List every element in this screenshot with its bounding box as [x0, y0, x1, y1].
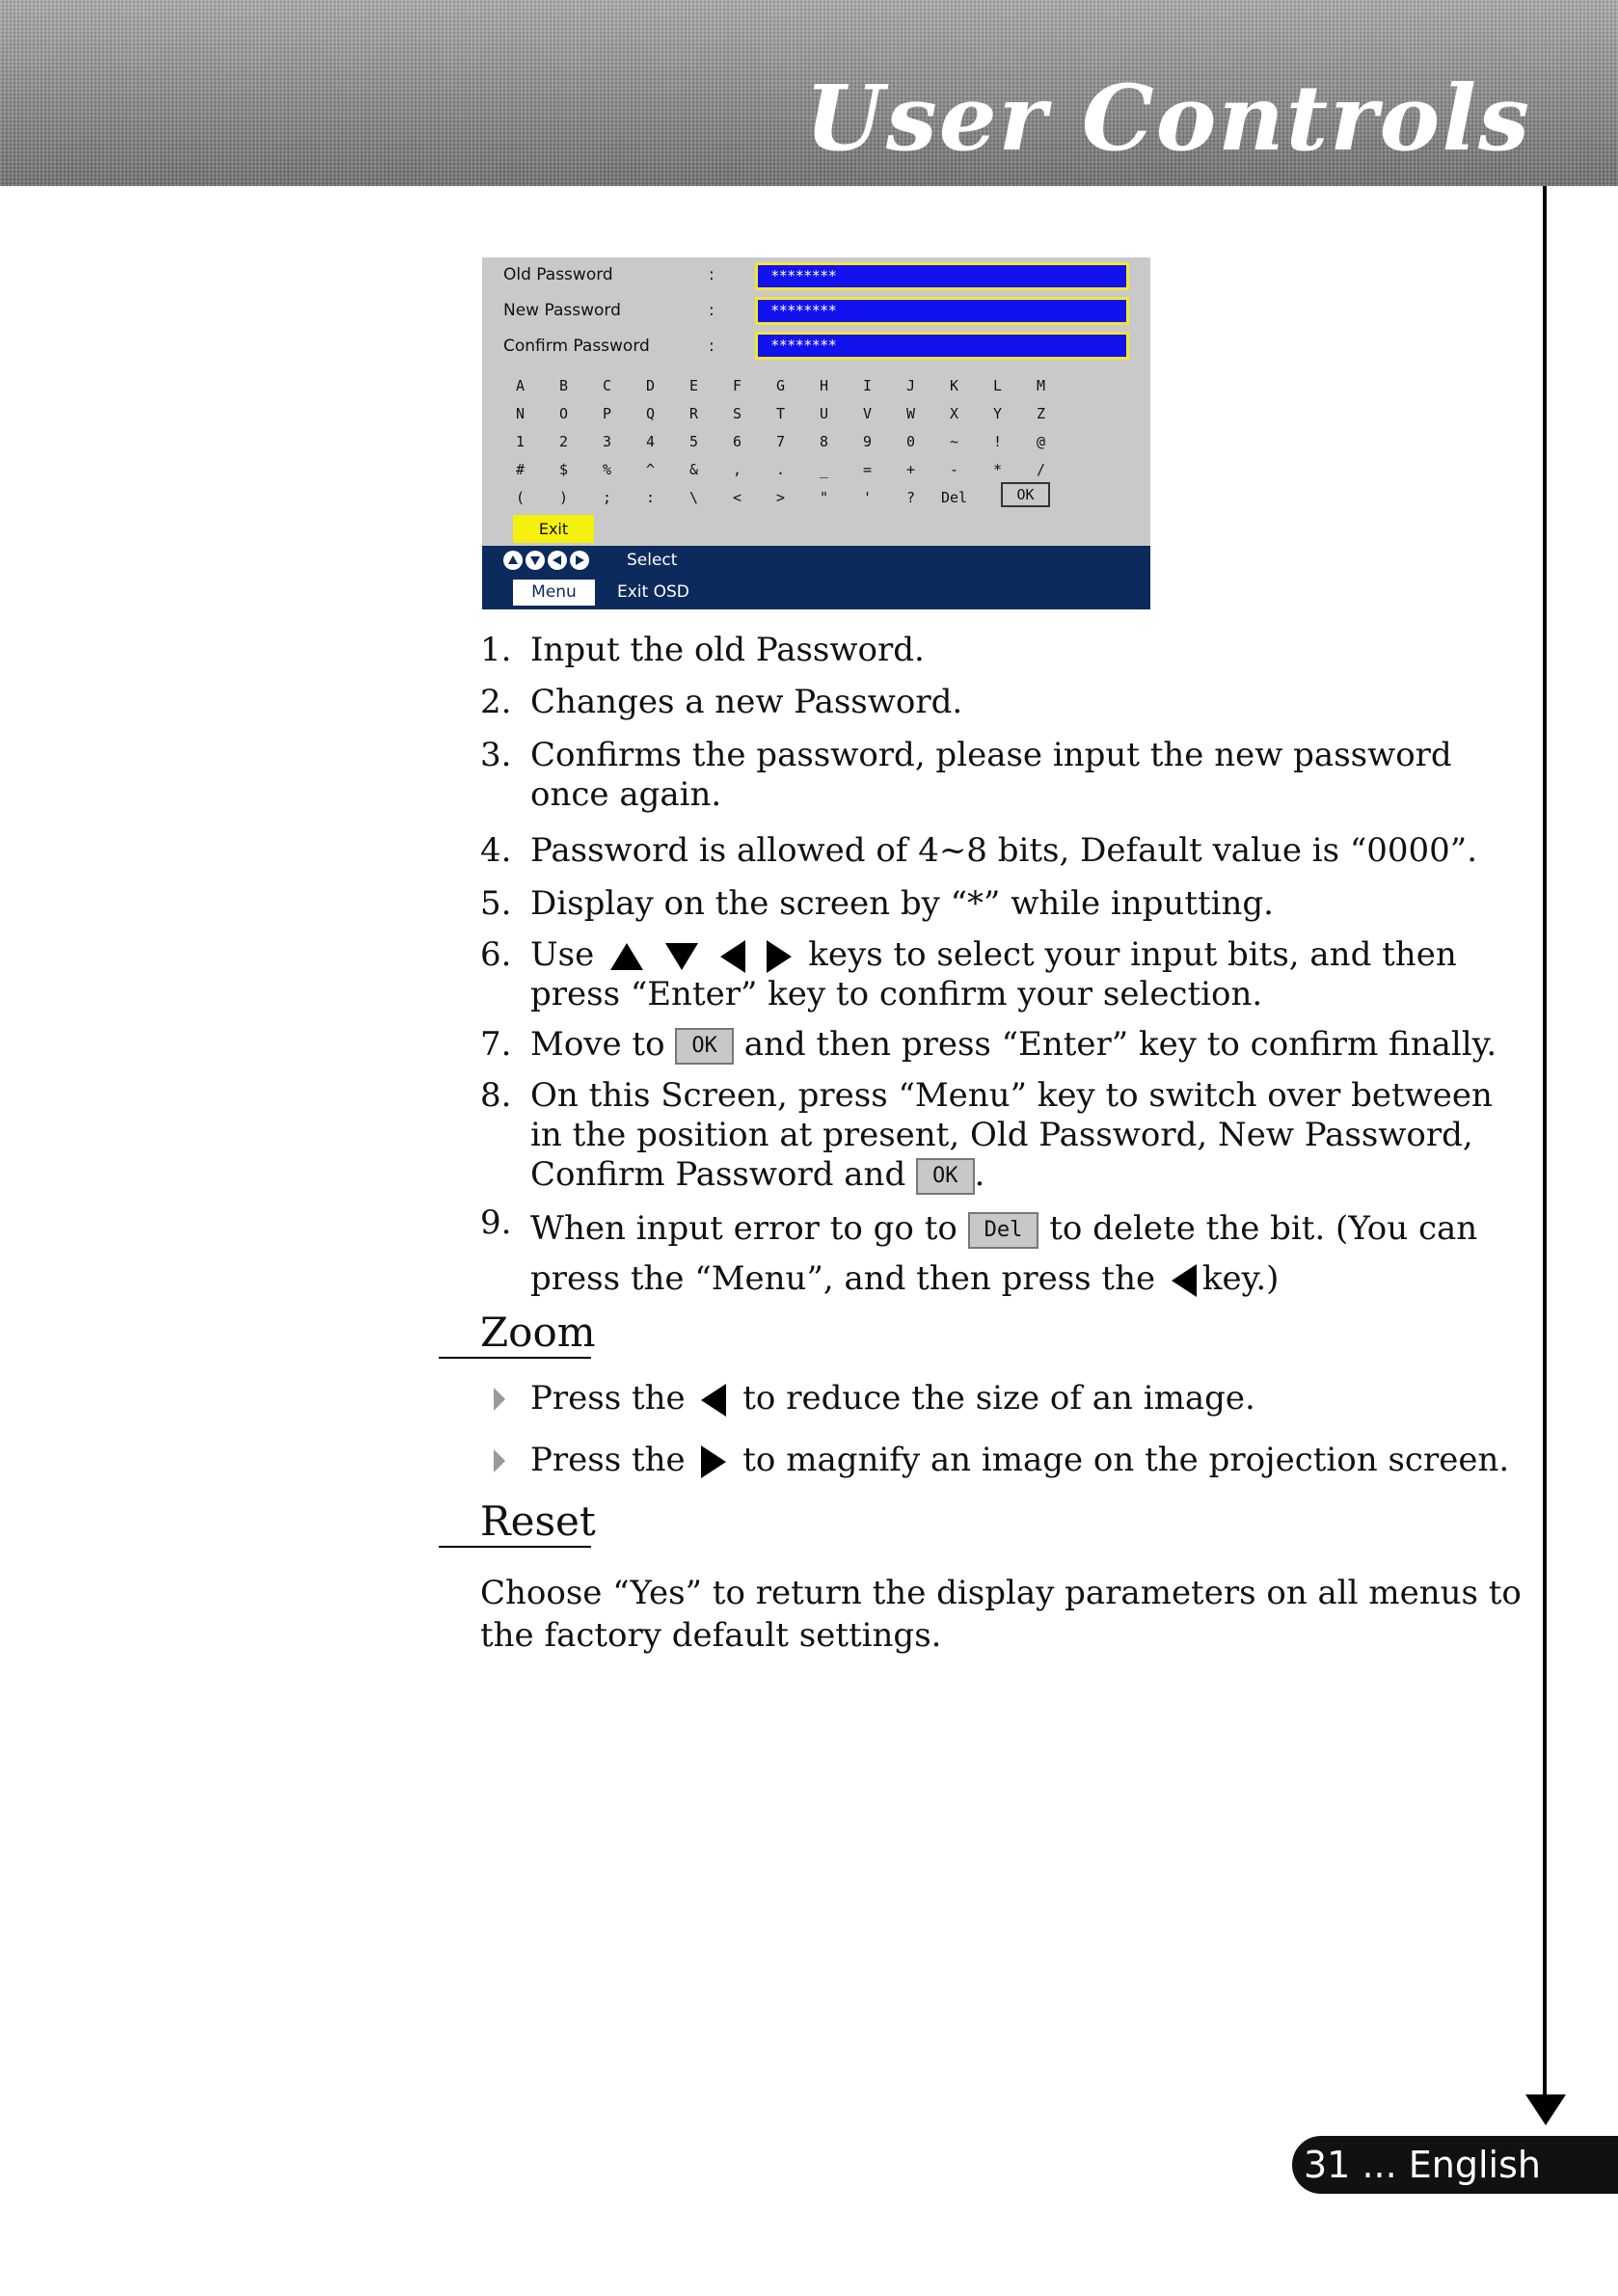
section-rule — [439, 1357, 591, 1359]
keyboard-key[interactable]: . — [775, 461, 786, 478]
keyboard-key[interactable]: K — [949, 377, 959, 394]
keyboard-key[interactable]: I — [862, 377, 873, 394]
keyboard-key[interactable]: + — [905, 461, 916, 478]
confirm-password-field[interactable]: ******** — [755, 332, 1129, 360]
password-osd — [482, 257, 1150, 609]
item-number: 8. — [480, 1076, 512, 1115]
page-header — [0, 0, 1618, 186]
keyboard-key[interactable]: 7 — [775, 433, 786, 450]
keyboard-key[interactable]: 2 — [558, 433, 569, 450]
keyboard-key[interactable]: > — [775, 489, 786, 506]
item-text: to delete the bit. (You can press the “Menu”, and then press the — [530, 1209, 1478, 1298]
keyboard-key[interactable]: 9 — [862, 433, 873, 450]
keyboard-key[interactable]: $ — [558, 461, 569, 478]
keyboard-key[interactable]: L — [992, 377, 1003, 394]
keyboard-key[interactable]: @ — [1036, 433, 1046, 450]
keyboard-key[interactable]: M — [1036, 377, 1046, 394]
keyboard-key[interactable]: X — [949, 405, 959, 422]
item-text: When input error to go to — [530, 1209, 957, 1248]
keyboard-key[interactable]: W — [905, 405, 916, 422]
keyboard-key[interactable]: ! — [992, 433, 1003, 450]
left-arrow-icon — [720, 940, 745, 973]
keyboard-key[interactable]: P — [602, 405, 612, 422]
reset-heading: Reset — [480, 1498, 596, 1545]
select-hint: Select — [627, 551, 678, 570]
left-arrow-icon — [1172, 1264, 1197, 1297]
up-arrow-icon — [503, 551, 523, 570]
keyboard-key[interactable]: B — [558, 377, 569, 394]
keyboard-key[interactable]: 0 — [905, 433, 916, 450]
colon: : — [709, 265, 715, 284]
bullet-icon — [494, 1449, 505, 1472]
keyboard-key[interactable]: % — [602, 461, 612, 478]
keyboard-key[interactable]: < — [732, 489, 742, 506]
confirm-password-label: Confirm Password — [503, 337, 650, 356]
left-arrow-icon — [548, 551, 567, 570]
keyboard-key[interactable]: V — [862, 405, 873, 422]
osd-help-bar — [482, 546, 1150, 609]
menu-key[interactable]: Menu — [513, 580, 595, 606]
keyboard-key[interactable]: E — [688, 377, 699, 394]
down-arrow-icon — [526, 551, 545, 570]
keyboard-key[interactable]: ' — [862, 489, 873, 506]
right-arrow-icon — [570, 551, 589, 570]
item-text: key.) — [1201, 1259, 1280, 1298]
item-text: to reduce the size of an image. — [742, 1379, 1255, 1418]
keyboard-key[interactable]: J — [905, 377, 916, 394]
keyboard-key[interactable]: 1 — [515, 433, 526, 450]
keyboard-key[interactable]: ) — [558, 489, 569, 506]
keyboard-key[interactable]: * — [992, 461, 1003, 478]
item-text: Press the — [530, 1441, 686, 1479]
keyboard-key[interactable]: T — [775, 405, 786, 422]
down-arrow-icon — [1525, 2094, 1566, 2125]
keyboard-key[interactable]: 3 — [602, 433, 612, 450]
keyboard-key[interactable]: C — [602, 377, 612, 394]
keyboard-key[interactable]: / — [1036, 461, 1046, 478]
keyboard-key[interactable]: - — [949, 461, 959, 478]
keyboard-key[interactable]: 5 — [688, 433, 699, 450]
osd-exit-button[interactable]: Exit — [513, 515, 594, 543]
keyboard-key[interactable]: S — [732, 405, 742, 422]
item-number: 5. — [480, 884, 512, 923]
keyboard-key[interactable]: Y — [992, 405, 1003, 422]
left-arrow-icon — [701, 1384, 726, 1417]
keyboard-key[interactable]: N — [515, 405, 526, 422]
page-footer — [1292, 2136, 1618, 2194]
keyboard-key[interactable]: : — [645, 489, 656, 506]
down-arrow-icon — [665, 943, 698, 970]
item-number: 3. — [480, 736, 512, 774]
item-text: Display on the screen by “*” while inputting. — [530, 884, 1274, 923]
item-number: 6. — [480, 935, 512, 974]
item-text: keys to select your input bits, and then press “Enter” key to confirm your selection. — [530, 935, 1457, 1013]
old-password-field[interactable]: ******** — [755, 262, 1129, 290]
up-arrow-icon — [610, 943, 643, 970]
keyboard-key[interactable]: 4 — [645, 433, 656, 450]
colon: : — [709, 301, 715, 320]
item-text: Password is allowed of 4~8 bits, Default value is “0000”. — [530, 831, 1477, 870]
item-text: Use — [530, 935, 595, 974]
keyboard-key[interactable]: ? — [905, 489, 916, 506]
item-text: On this Screen, press “Menu” key to switch over between in the position at present, Old Password, New Password, Confirm Password and — [530, 1076, 1493, 1194]
keyboard-key[interactable]: D — [645, 377, 656, 394]
keyboard-key[interactable]: Q — [645, 405, 656, 422]
keyboard-key[interactable]: ~ — [949, 433, 959, 450]
margin-rule — [1543, 186, 1547, 2100]
right-arrow-icon — [701, 1445, 726, 1478]
keyboard-key[interactable]: # — [515, 461, 526, 478]
keyboard-key[interactable]: U — [819, 405, 829, 422]
footer-language: ... English — [1362, 2144, 1541, 2186]
keyboard-key[interactable]: ^ — [645, 461, 656, 478]
new-password-label: New Password — [503, 301, 621, 320]
character-keyboard — [499, 372, 1046, 512]
keyboard-key[interactable]: _ — [819, 461, 829, 478]
keyboard-key[interactable]: A — [515, 377, 526, 394]
keyboard-key[interactable]: H — [819, 377, 829, 394]
keyboard-key[interactable]: , — [732, 461, 742, 478]
item-number: 2. — [480, 683, 512, 721]
page-title: User Controls — [804, 66, 1531, 172]
section-rule — [439, 1546, 591, 1548]
keyboard-key[interactable]: & — [688, 461, 699, 478]
item-text: Move to — [530, 1025, 665, 1064]
zoom-heading: Zoom — [480, 1309, 596, 1356]
keyboard-key[interactable]: G — [775, 377, 786, 394]
right-arrow-icon — [767, 940, 792, 973]
item-number: 1. — [480, 631, 512, 669]
new-password-field[interactable]: ******** — [755, 297, 1129, 325]
item-text: Press the — [530, 1379, 686, 1418]
item-number: 7. — [480, 1025, 512, 1064]
nav-keys — [503, 551, 589, 570]
ok-key-icon: OK — [916, 1158, 975, 1195]
keyboard-key[interactable]: Z — [1036, 405, 1046, 422]
item-text: to magnify an image on the projection screen. — [742, 1441, 1510, 1479]
reset-description: Choose “Yes” to return the display parameters on all menus to the factory default settings. — [480, 1574, 1522, 1655]
del-key-icon: Del — [968, 1212, 1039, 1249]
keyboard-key[interactable]: " — [819, 489, 829, 506]
keyboard-key[interactable]: Del — [940, 489, 968, 506]
colon: : — [709, 337, 715, 356]
list-item — [530, 1379, 1255, 1418]
exit-osd-hint: Exit OSD — [617, 582, 689, 602]
osd-ok-button[interactable]: OK — [1001, 482, 1050, 507]
keyboard-key[interactable]: \ — [688, 489, 699, 506]
keyboard-key[interactable]: 6 — [732, 433, 742, 450]
old-password-label: Old Password — [503, 265, 613, 284]
page-number: 31 — [1304, 2144, 1351, 2186]
keyboard-key[interactable]: ; — [602, 489, 612, 506]
keyboard-key[interactable]: 8 — [819, 433, 829, 450]
item-text: Changes a new Password. — [530, 683, 963, 721]
item-text: Input the old Password. — [530, 631, 925, 669]
item-text: . — [974, 1155, 985, 1194]
keyboard-key[interactable]: O — [558, 405, 569, 422]
bullet-icon — [494, 1388, 505, 1411]
ok-key-icon: OK — [675, 1028, 734, 1065]
list-item — [530, 1441, 1509, 1480]
keyboard-key[interactable]: = — [862, 461, 873, 478]
item-text: and then press “Enter” key to confirm finally. — [743, 1025, 1497, 1064]
keyboard-key[interactable]: R — [688, 405, 699, 422]
item-number: 9. — [480, 1203, 512, 1242]
item-number: 4. — [480, 831, 512, 870]
item-text: Confirms the password, please input the new password once again. — [530, 736, 1452, 814]
keyboard-key[interactable]: F — [732, 377, 742, 394]
keyboard-key[interactable]: ( — [515, 489, 526, 506]
